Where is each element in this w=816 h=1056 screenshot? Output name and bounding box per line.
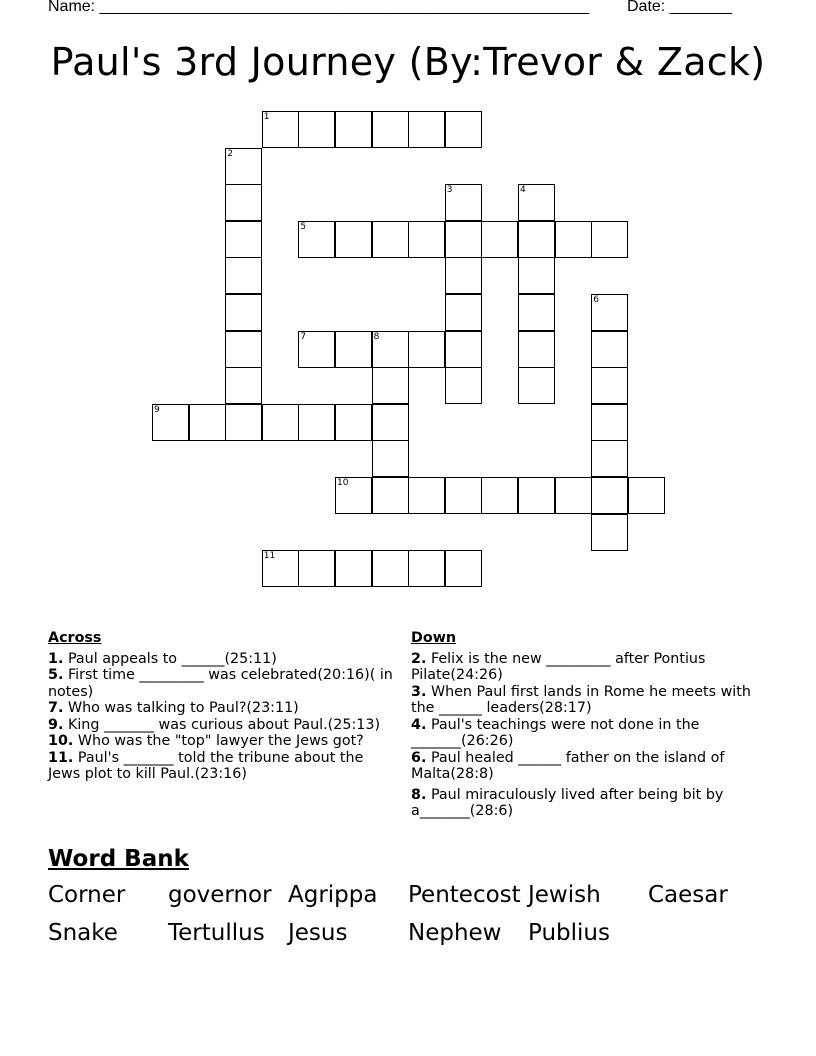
clue-number: 4 [520,185,526,196]
grid-cell[interactable] [518,331,555,368]
grid-cell[interactable] [408,331,445,368]
grid-cell[interactable] [518,257,555,294]
word-bank-item: Caesar [648,882,728,908]
grid-cell[interactable] [591,404,628,441]
clue-down-8: 8. Paul miraculously lived after being bit by a_______(28:6) [411,786,724,819]
clue-down-3: 3. When Paul first lands in Rome he meets with the ______ leaders(28:17) [411,683,751,716]
grid-cell[interactable] [591,440,628,477]
grid-cell[interactable] [591,477,628,514]
grid-cell[interactable] [225,221,262,258]
grid-cell[interactable] [445,331,482,368]
clue-across-11: 11. Paul's _______ told the tribune about the Jews plot to kill Paul.(23:16) [48,749,364,782]
grid-cell[interactable] [262,111,299,148]
page-title: Paul's 3rd Journey (By:Trevor & Zack) [50,40,766,84]
grid-cell[interactable] [372,367,409,404]
grid-cell[interactable] [518,477,555,514]
clue-across-7: 7. Who was talking to Paul?(23:11) [48,700,299,716]
grid-cell[interactable] [372,331,409,368]
grid-cell[interactable] [262,550,299,587]
grid-cell[interactable] [298,111,335,148]
grid-cell[interactable] [298,331,335,368]
word-bank-item: governor [168,882,272,908]
grid-cell[interactable] [225,331,262,368]
down-heading: Down [411,630,457,646]
word-bank-item: Agrippa [288,882,378,908]
word-bank-item: Corner [48,882,126,908]
clue-number: 3 [446,185,453,196]
grid-cell[interactable] [555,477,592,514]
clue-number: 7 [300,331,307,342]
clue-number: 2 [227,148,233,159]
grid-cell[interactable] [408,477,445,514]
grid-cell[interactable] [262,404,299,441]
grid-cell[interactable] [225,184,262,221]
grid-cell[interactable] [445,550,482,587]
grid-cell[interactable] [335,331,372,368]
grid-cell[interactable] [298,221,335,258]
grid-cell[interactable] [518,184,555,221]
grid-cell[interactable] [298,550,335,587]
clue-number: 5 [300,221,307,232]
grid-cell[interactable] [372,404,409,441]
grid-cell[interactable] [628,477,665,514]
grid-cell[interactable] [518,294,555,331]
clue-number: 11 [263,551,276,562]
clue-number: 9 [154,404,160,415]
word-bank-item: Jesus [288,920,348,946]
clue-across-1: 1. Paul appeals to ______(25:11) [48,650,277,667]
grid-cell[interactable] [445,367,482,404]
grid-cell[interactable] [481,221,518,258]
grid-cell[interactable] [225,367,262,404]
grid-cell[interactable] [335,221,372,258]
grid-cell[interactable] [408,221,445,258]
word-bank-item: Publius [528,920,610,946]
grid-cell[interactable] [372,440,409,477]
grid-cell[interactable] [225,148,262,185]
grid-cell[interactable] [445,477,482,514]
grid-cell[interactable] [335,111,372,148]
date-field-line[interactable]: Date: _______ [627,0,732,15]
grid-cell[interactable] [152,404,189,441]
grid-cell[interactable] [189,404,226,441]
grid-cell[interactable] [372,477,409,514]
grid-cell[interactable] [335,550,372,587]
grid-cell[interactable] [445,221,482,258]
grid-cell[interactable] [518,221,555,258]
grid-cell[interactable] [408,550,445,587]
word-bank-item: Jewish [528,882,601,908]
grid-cell[interactable] [591,367,628,404]
clue-across-5: 5. First time _________ was celebrated(20:16)( in notes) [48,667,393,700]
grid-cell[interactable] [225,257,262,294]
grid-cell[interactable] [518,367,555,404]
word-bank-item: Pentecost [408,882,521,908]
across-clues [48,630,393,783]
grid-cell[interactable] [335,404,372,441]
clue-number: 10 [337,478,349,488]
grid-cell[interactable] [372,221,409,258]
grid-cell[interactable] [481,477,518,514]
grid-cell[interactable] [591,294,628,331]
clue-down-6: 6. Paul healed ______ father on the island of Malta(28:8) [411,749,725,782]
clue-number: 1 [263,112,270,122]
grid-cell[interactable] [372,111,409,148]
grid-cell[interactable] [225,294,262,331]
grid-cell[interactable] [445,184,482,221]
grid-cell[interactable] [591,221,628,258]
grid-cell[interactable] [408,111,445,148]
grid-cell[interactable] [591,514,628,551]
grid-cell[interactable] [372,550,409,587]
grid-cell[interactable] [298,404,335,441]
grid-cell[interactable] [225,404,262,441]
clue-down-4: 4. Paul's teachings were not done in the _______(26:26) [411,716,700,749]
grid-cell[interactable] [445,111,482,148]
clue-across-9: 9. King _______ was curious about Paul.(25:13) [48,716,381,733]
name-field-line[interactable]: Name: _______________________________________________________ [48,0,589,15]
down-clues [411,630,756,820]
word-bank-item: Nephew [408,920,502,946]
clue-across-10: 10. Who was the "top" lawyer the Jews got? [48,733,364,749]
across-heading: Across [48,630,102,646]
clue-number: 8 [373,331,380,342]
clue-down-2: 2. Felix is the new _________ after Pontius Pilate(24:26) [411,650,706,683]
grid-cell[interactable] [335,477,372,514]
word-bank-item: Tertullus [168,920,265,946]
word-bank-title: Word Bank [48,846,189,872]
grid-cell[interactable] [445,257,482,294]
grid-cell[interactable] [445,294,482,331]
clue-number: 6 [593,295,599,305]
grid-cell[interactable] [555,221,592,258]
grid-cell[interactable] [591,331,628,368]
word-bank-item: Snake [48,920,118,946]
